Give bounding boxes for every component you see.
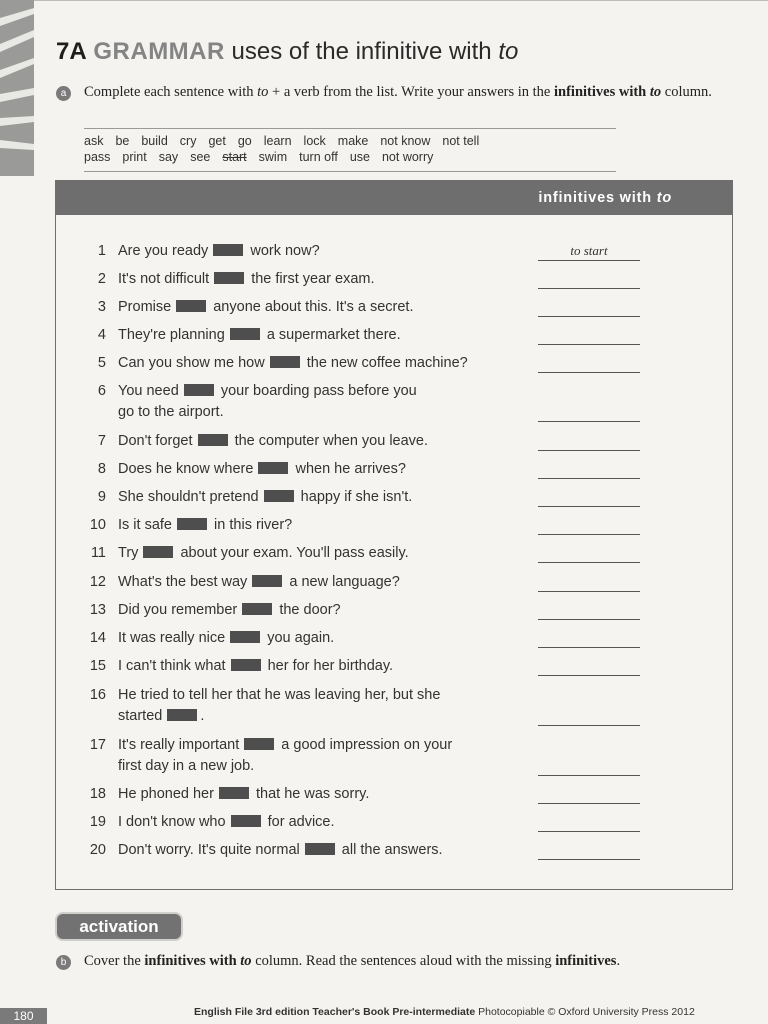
instr-bold: infinitives: [555, 953, 617, 969]
item-sentence: [118, 656, 498, 677]
page-number: 180: [0, 1008, 47, 1024]
sentence-text: It's not difficult: [118, 271, 214, 287]
footer-book: English File 3rd edition Teacher's Book Pre-intermediate: [194, 1006, 476, 1018]
redacted-blank: [270, 356, 300, 368]
item-sentence: [118, 487, 498, 508]
item-number: 10: [89, 517, 106, 533]
exercise-panel: [55, 180, 733, 890]
instr-bold: infinitives with: [554, 84, 650, 100]
redacted-blank: [231, 815, 261, 827]
word-list-item: get: [208, 134, 226, 148]
redacted-blank: [198, 434, 228, 446]
redacted-blank: [214, 272, 244, 284]
sentence-text: I can't think what: [118, 658, 230, 674]
sentence-text: happy if she isn't.: [296, 489, 413, 505]
word-list-item: go: [237, 134, 252, 148]
sentence-text: the first year exam.: [247, 271, 375, 287]
sentence-text: the computer when you leave.: [230, 433, 429, 449]
sentence-text: He tried to tell her that he was leaving her, but she: [118, 687, 441, 703]
answer-line[interactable]: [538, 516, 640, 535]
redacted-blank: [230, 328, 260, 340]
lesson-number: 7A: [56, 38, 87, 65]
item-sentence: [118, 297, 498, 318]
column-header: [538, 190, 672, 206]
item-number: 7: [97, 433, 106, 449]
item-number: 17: [89, 737, 106, 753]
sentence-text: Did you remember: [118, 602, 242, 618]
redacted-blank: [230, 631, 260, 643]
word-list-item: cry: [179, 134, 197, 148]
exercise-b-badge: b: [56, 955, 71, 970]
redacted-blank: [231, 659, 261, 671]
item-sentence: [118, 431, 498, 452]
answer-line[interactable]: [538, 707, 640, 726]
word-list-item: print: [122, 150, 147, 164]
item-sentence: [118, 543, 498, 564]
item-number: 1: [97, 243, 106, 259]
sentence-text: in this river?: [210, 517, 293, 533]
page-title: [56, 38, 518, 66]
activation-label: activation: [55, 912, 183, 941]
sentence-text: It was really nice: [118, 630, 230, 646]
answer-line[interactable]: [538, 270, 640, 289]
answer-line[interactable]: [538, 757, 640, 776]
sentence-text: Don't forget: [118, 433, 197, 449]
redacted-blank: [177, 518, 207, 530]
item-sentence: [118, 685, 498, 727]
redacted-blank: [184, 384, 214, 396]
answer-line[interactable]: [538, 432, 640, 451]
sentence-text: first day in a new job.: [118, 758, 255, 774]
item-sentence: [118, 572, 498, 593]
panel-header: [56, 181, 732, 215]
sentence-text: that he was sorry.: [251, 786, 370, 802]
item-sentence: [118, 325, 498, 346]
exercise-b-instruction: [84, 953, 620, 970]
answer-line[interactable]: [538, 544, 640, 563]
exercise-a-instruction: [84, 84, 720, 101]
item-number: 9: [97, 489, 106, 505]
sentence-text: I don't know who: [118, 814, 230, 830]
word-list-row-2: [84, 150, 445, 164]
sentence-text: a supermarket there.: [262, 327, 401, 343]
answer-line[interactable]: [538, 657, 640, 676]
item-number: 18: [89, 786, 106, 802]
answer-line[interactable]: [538, 601, 640, 620]
instr-text: .: [616, 953, 621, 969]
item-number: 14: [89, 630, 106, 646]
sentence-text: her for her birthday.: [263, 658, 394, 674]
exercise-a-badge: a: [56, 86, 71, 101]
word-list-item: learn: [263, 134, 292, 148]
sentence-text: you again.: [263, 630, 335, 646]
redacted-blank: [252, 575, 282, 587]
item-sentence: [118, 784, 498, 805]
redacted-blank: [305, 843, 335, 855]
item-number: 13: [89, 602, 106, 618]
instr-to: to: [257, 84, 269, 100]
item-sentence: [118, 812, 498, 833]
word-list-item: swim: [258, 150, 288, 164]
answer-line[interactable]: [538, 841, 640, 860]
instr-text: Complete each sentence with: [84, 84, 258, 100]
answer-line[interactable]: [538, 403, 640, 422]
footer-copyright: Photocopiable © Oxford University Press 2012: [475, 1006, 695, 1018]
item-number: 2: [97, 271, 106, 287]
redacted-blank: [264, 490, 294, 502]
redacted-blank: [244, 738, 274, 750]
item-sentence: [118, 600, 498, 621]
word-list-row-1: [84, 134, 491, 148]
sentence-text: They're planning: [118, 327, 229, 343]
sentence-text: about your exam. You'll pass easily.: [176, 545, 409, 561]
word-list-item: lock: [303, 134, 326, 148]
answer-line[interactable]: [538, 326, 640, 345]
word-list-item: pass: [84, 150, 111, 164]
sentence-text: He phoned her: [118, 786, 218, 802]
item-sentence: [118, 515, 498, 536]
item-sentence: [118, 735, 498, 777]
sentence-text: all the answers.: [337, 842, 443, 858]
item-sentence: [118, 353, 498, 374]
word-list-item: turn off: [299, 150, 338, 164]
sentence-text: anyone about this. It's a secret.: [209, 299, 414, 315]
item-sentence: [118, 381, 498, 423]
word-list-item: not worry: [381, 150, 434, 164]
sentence-text: when he arrives?: [291, 461, 406, 477]
item-number: 20: [89, 842, 106, 858]
redacted-blank: [213, 244, 243, 256]
item-sentence: [118, 269, 498, 290]
answer-line[interactable]: [538, 785, 640, 804]
item-number: 16: [89, 687, 106, 703]
sentence-text: Try: [118, 545, 143, 561]
redacted-blank: [242, 603, 272, 615]
answer-line[interactable]: [538, 354, 640, 373]
word-list-item: not tell: [442, 134, 480, 148]
sentence-text: What's the best way: [118, 574, 252, 590]
sentence-text: a good impression on your: [277, 737, 453, 753]
item-sentence: [118, 241, 498, 262]
instr-text: column.: [661, 84, 712, 100]
sentence-text: .: [200, 708, 205, 724]
sentence-text: You need: [118, 383, 183, 399]
sentence-text: Does he know where: [118, 461, 258, 477]
item-sentence: [118, 840, 498, 861]
word-list-item: not know: [380, 134, 431, 148]
top-border: [0, 0, 768, 1]
sentence-text: a new language?: [285, 574, 400, 590]
sentence-text: She shouldn't pretend: [118, 489, 263, 505]
sentence-text: Is it safe: [118, 517, 177, 533]
word-list-item: build: [141, 134, 168, 148]
sentence-text: It's really important: [118, 737, 244, 753]
item-number: 5: [97, 355, 106, 371]
sentence-text: for advice.: [263, 814, 335, 830]
item-number: 6: [97, 383, 106, 399]
item-number: 15: [89, 658, 106, 674]
instr-bold-to: to: [240, 953, 252, 969]
answer-line[interactable]: [538, 573, 640, 592]
item-number: 3: [97, 299, 106, 315]
footer-credit: [194, 1006, 695, 1018]
sentence-text: Don't worry. It's quite normal: [118, 842, 304, 858]
sentence-text: Can you show me how: [118, 355, 269, 371]
redacted-blank: [258, 462, 288, 474]
sentence-text: Are you ready: [118, 243, 213, 259]
sentence-text: the door?: [275, 602, 341, 618]
sentence-text: work now?: [246, 243, 320, 259]
redacted-blank: [176, 300, 206, 312]
corner-sunburst-decoration: [0, 0, 34, 176]
answer-line[interactable]: [538, 460, 640, 479]
item-sentence: [118, 628, 498, 649]
answer-line[interactable]: [538, 629, 640, 648]
item-number: 12: [89, 574, 106, 590]
word-list: [84, 128, 616, 172]
sentence-text: the new coffee machine?: [302, 355, 468, 371]
item-number: 19: [89, 814, 106, 830]
item-number: 8: [97, 461, 106, 477]
sentence-text: started: [118, 708, 167, 724]
instr-text: + a verb from the list. Write your answers in the: [268, 84, 554, 100]
sentence-text: your boarding pass before you: [216, 383, 417, 399]
word-list-item: see: [190, 150, 211, 164]
word-list-item: make: [337, 134, 369, 148]
redacted-blank: [167, 709, 197, 721]
answer-line[interactable]: [538, 298, 640, 317]
instr-bold-to: to: [649, 84, 662, 100]
word-list-item: ask: [84, 134, 104, 148]
topic-italic: to: [498, 38, 519, 65]
sentence-text: go to the airport.: [118, 404, 224, 420]
redacted-blank: [219, 787, 249, 799]
word-list-item: use: [349, 150, 370, 164]
instr-bold: infinitives with: [144, 953, 241, 969]
item-number: 4: [97, 327, 106, 343]
column-header-text: infinitives with: [538, 190, 657, 206]
word-list-item: be: [115, 134, 130, 148]
answer-line[interactable]: [538, 813, 640, 832]
instr-text: column. Read the sentences aloud with the missing: [251, 953, 556, 969]
section-name: GRAMMAR: [93, 38, 225, 65]
column-header-to: to: [656, 190, 672, 206]
answer-line[interactable]: to start: [538, 242, 640, 261]
word-list-item: start: [222, 150, 247, 164]
sentence-text: Promise: [118, 299, 176, 315]
word-list-item: say: [158, 150, 179, 164]
answer-line[interactable]: [538, 488, 640, 507]
topic-text: uses of the infinitive with: [231, 38, 492, 65]
instr-text: Cover the: [84, 953, 145, 969]
redacted-blank: [143, 546, 173, 558]
item-sentence: [118, 459, 498, 480]
item-number: 11: [90, 545, 106, 561]
